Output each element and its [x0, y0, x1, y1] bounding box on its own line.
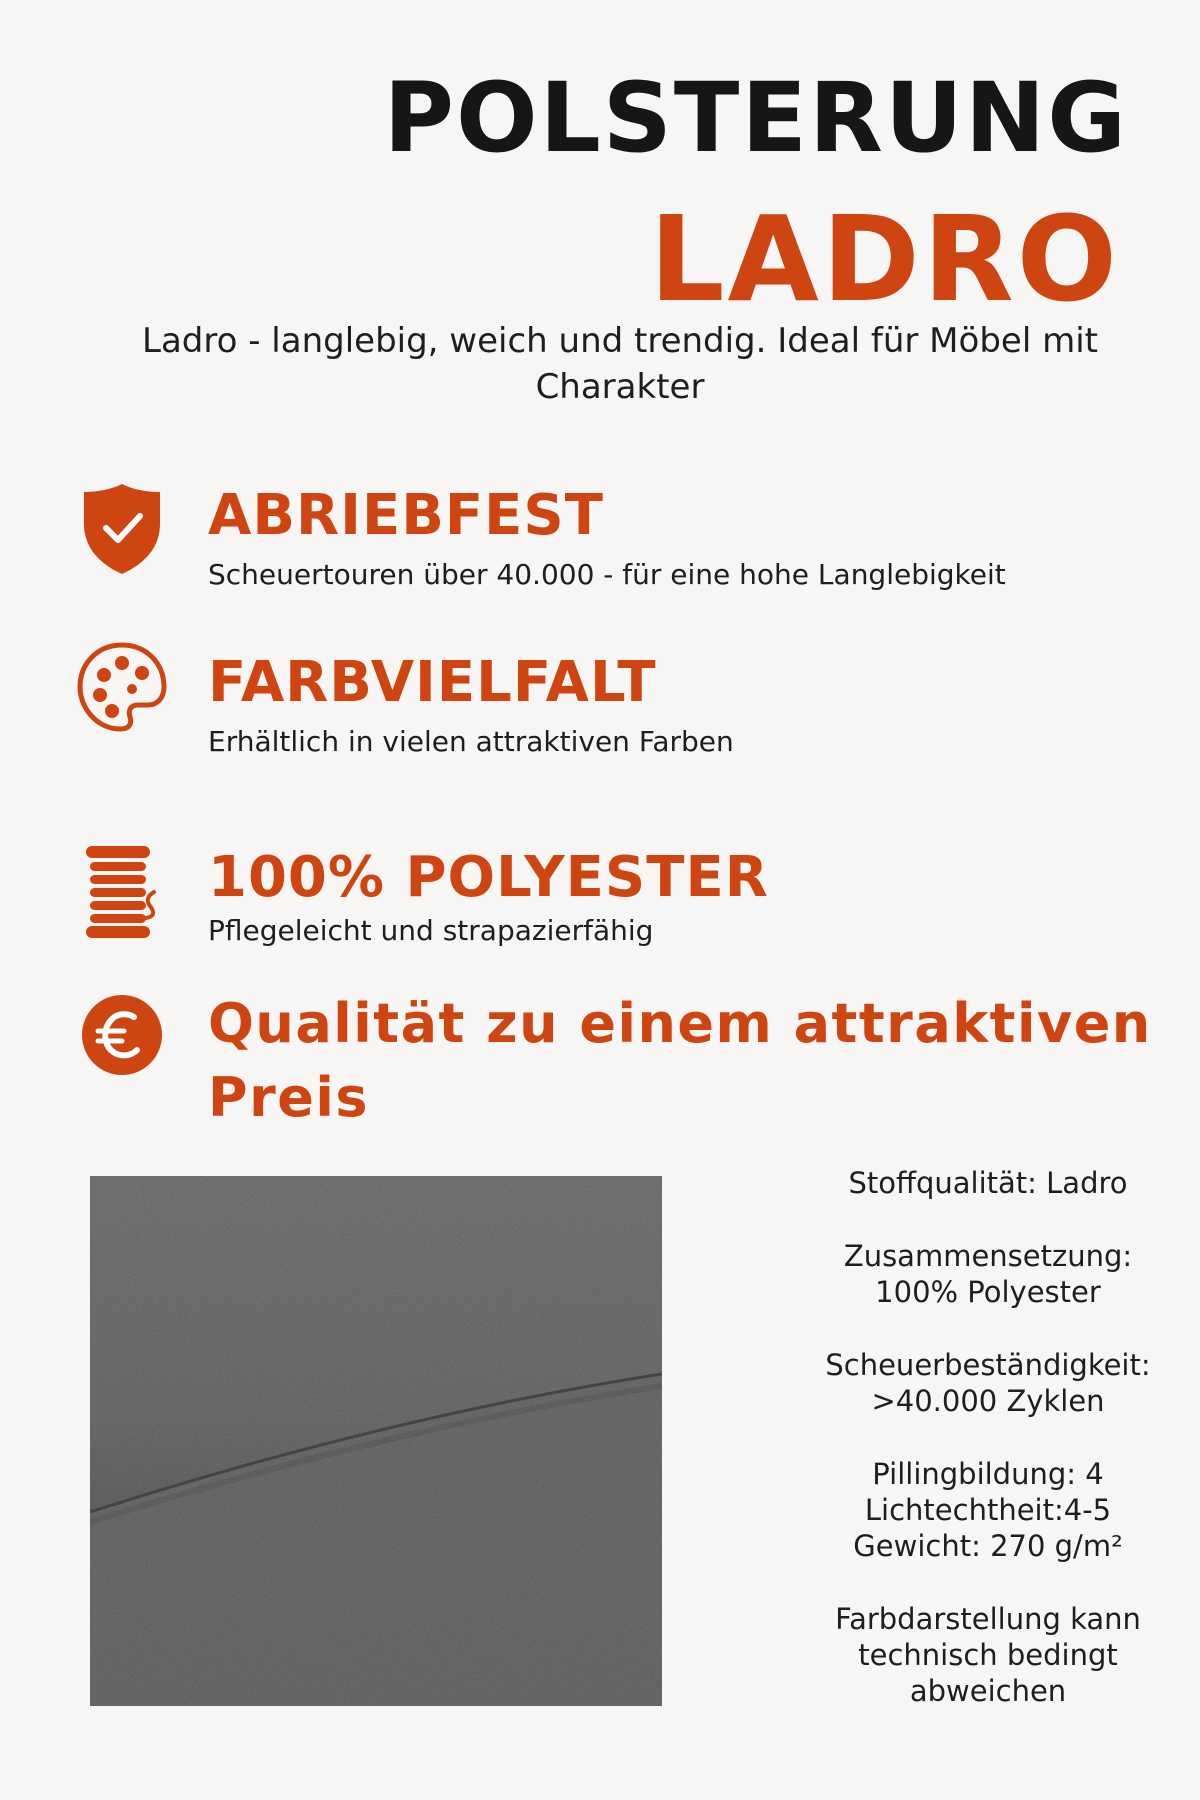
feature-title: FARBVIELFALT — [208, 650, 657, 715]
spec-note-line: abweichen — [909, 1674, 1067, 1708]
palette-icon — [70, 635, 174, 739]
spec-note-line: Farbdarstellung kann — [835, 1602, 1141, 1636]
spec-weight: Gewicht: 270 g/m² — [853, 1529, 1123, 1563]
feature-description: Erhältlich in vielen attraktiven Farben — [208, 725, 734, 758]
euro-icon — [70, 993, 174, 1097]
spec-quality: Stoffqualität: Ladro — [848, 1166, 1128, 1200]
shield-check-icon — [70, 476, 174, 580]
spec-abrasion-label: Scheuerbeständigkeit: — [825, 1348, 1151, 1382]
feature-description: Scheuertouren über 40.000 - für eine hohe Langlebigkeit — [208, 558, 1006, 591]
feature-title: ABRIEBFEST — [208, 483, 604, 548]
feature-title: Qualität zu einem attraktiven Preis — [208, 992, 1152, 1129]
spec-note-line: technisch bedingt — [858, 1638, 1118, 1672]
fabric-specifications — [808, 1165, 1168, 1746]
feature-title: 100% POLYESTER — [208, 845, 769, 910]
product-name: LADRO — [649, 190, 1120, 328]
fabric-sample-image — [90, 1176, 662, 1706]
spec-pilling: Pillingbildung: 4 — [872, 1457, 1104, 1491]
feature-description: Pflegeleicht und strapazierfähig — [208, 914, 654, 947]
tagline: Ladro - langlebig, weich und trendig. Ideal für Möbel mit Charakter — [142, 321, 1098, 407]
page-title: POLSTERUNG — [383, 62, 1128, 174]
spec-composition-value: 100% Polyester — [875, 1275, 1101, 1309]
thread-spool-icon — [70, 840, 174, 944]
spec-composition-label: Zusammensetzung: — [843, 1239, 1133, 1273]
spec-abrasion-value: >40.000 Zyklen — [871, 1384, 1105, 1418]
spec-lightfastness: Lichtechtheit:4-5 — [864, 1493, 1112, 1527]
